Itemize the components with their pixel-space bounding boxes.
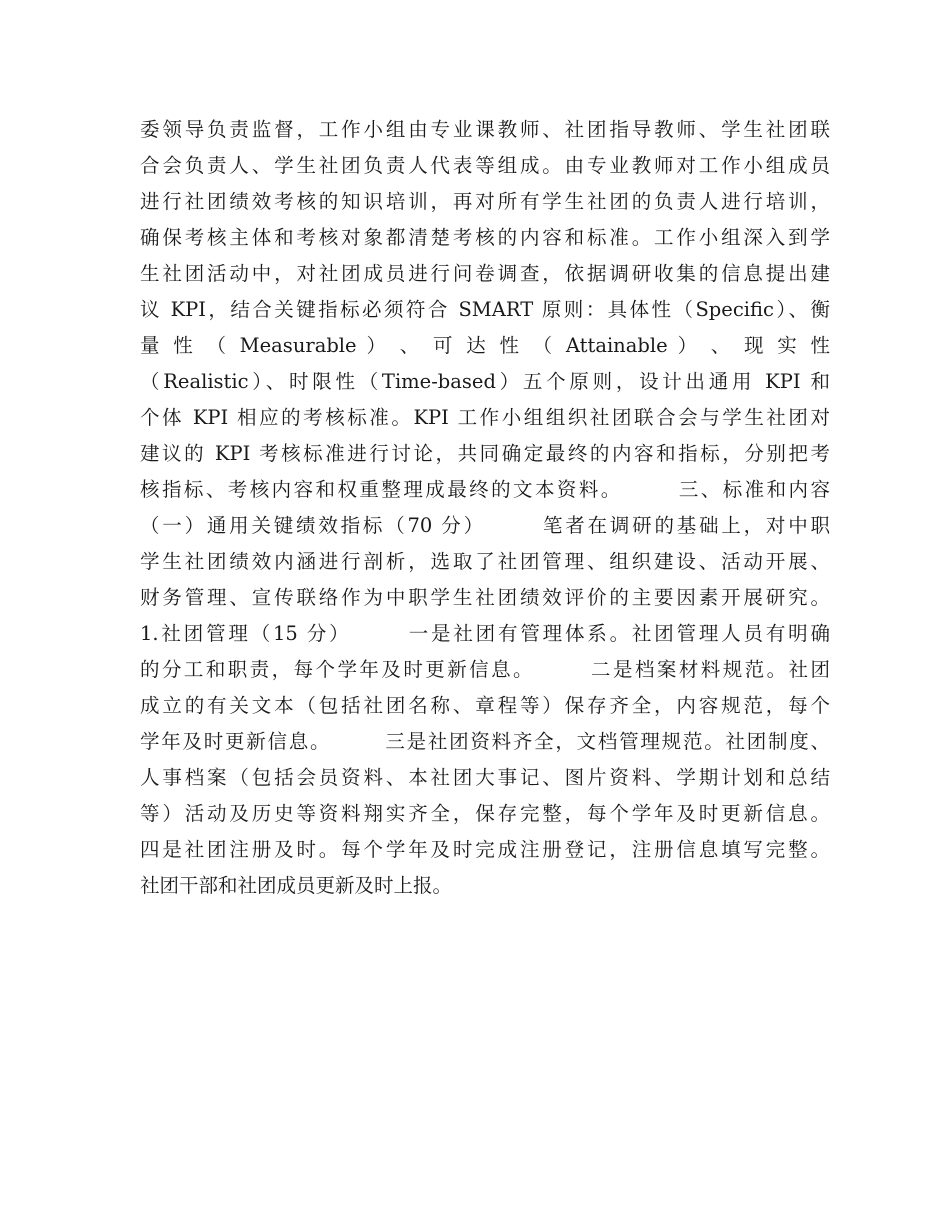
text-line: 学年及时更新信息。 三是社团资料齐全，文档管理规范。社团制度、 bbox=[140, 730, 830, 753]
text-line: 人事档案（包括会员资料、本社团大事记、图片资料、学期计划和总结 bbox=[140, 766, 830, 789]
text-line: 生社团活动中，对社团成员进行问卷调查，依据调研收集的信息提出建 bbox=[140, 262, 830, 285]
text-line: 成立的有关文本（包括社团名称、章程等）保存齐全，内容规范，每个 bbox=[140, 694, 830, 717]
text-line: 的分工和职责，每个学年及时更新信息。 二是档案材料规范。社团 bbox=[140, 658, 830, 681]
text-line: （Realistic）、时限性（Time-based）五个原则，设计出通用 KPI 和 bbox=[140, 370, 830, 393]
text-line: 社团干部和社团成员更新及时上报。 bbox=[140, 874, 453, 897]
text-line: 委领导负责监督，工作小组由专业课教师、社团指导教师、学生社团联 bbox=[140, 118, 830, 141]
text-line: 财务管理、宣传联络作为中职学生社团绩效评价的主要因素开展研究。 bbox=[140, 586, 830, 609]
text-line: 1.社团管理（15 分） 一是社团有管理体系。社团管理人员有明确 bbox=[140, 622, 830, 645]
text-line: 学生社团绩效内涵进行剖析，选取了社团管理、组织建设、活动开展、 bbox=[140, 550, 830, 573]
text-line: 议 KPI，结合关键指标必须符合 SMART 原则：具体性（Specific）、衡 bbox=[140, 298, 830, 321]
text-line: 合会负责人、学生社团负责人代表等组成。由专业教师对工作小组成员 bbox=[140, 154, 830, 177]
text-line: （一）通用关键绩效指标（70 分） 笔者在调研的基础上，对中职 bbox=[140, 514, 830, 537]
text-line: 四是社团注册及时。每个学年及时完成注册登记，注册信息填写完整。 bbox=[140, 838, 830, 861]
text-line: 确保考核主体和考核对象都清楚考核的内容和标准。工作小组深入到学 bbox=[140, 226, 830, 249]
body-text bbox=[140, 112, 830, 904]
text-line: 等）活动及历史等资料翔实齐全，保存完整，每个学年及时更新信息。 bbox=[140, 802, 830, 825]
text-line: 量 性 （ Measurable ） 、 可 达 性 （ Attainable ） 、 现 实 性 bbox=[140, 334, 830, 357]
text-line: 核指标、考核内容和权重整理成最终的文本资料。 三、标准和内容 bbox=[140, 478, 830, 501]
text-line: 建议的 KPI 考核标准进行讨论，共同确定最终的内容和指标，分别把考 bbox=[140, 442, 830, 465]
text-line: 进行社团绩效考核的知识培训，再对所有学生社团的负责人进行培训， bbox=[140, 190, 830, 213]
text-line: 个体 KPI 相应的考核标准。KPI 工作小组组织社团联合会与学生社团对 bbox=[140, 406, 830, 429]
